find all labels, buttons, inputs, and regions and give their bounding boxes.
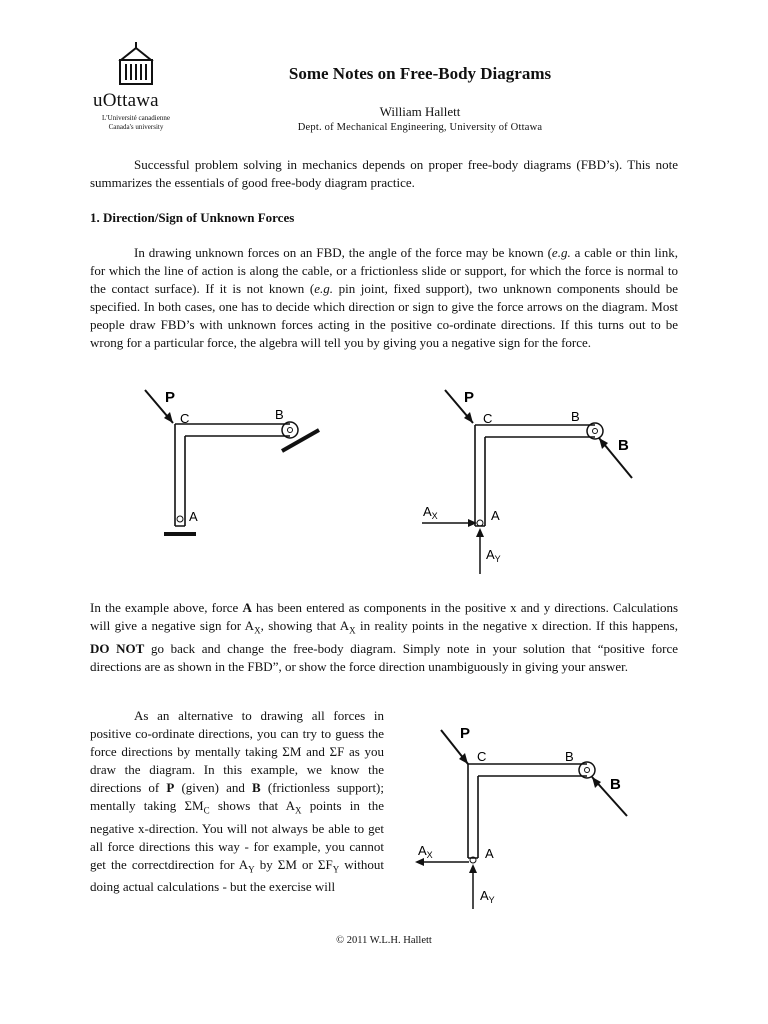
author: William Hallett [379, 104, 461, 119]
label-p: P [464, 389, 475, 406]
label-b-force: B [618, 437, 629, 454]
logo-subtitle: L'Université canadienne Canada's university [102, 114, 170, 131]
label-ax: $A_X$ [423, 504, 438, 521]
label-b: B [565, 749, 574, 764]
fbd-figure-3 [405, 716, 645, 916]
bent-member [468, 764, 587, 858]
building-icon [96, 40, 176, 90]
label-ay: $A_Y$ [486, 547, 501, 564]
label-b: B [275, 407, 284, 422]
paragraph-alternative: As an alternative to drawing all forces in positive co-ordinate directions, you can try to guess the force directions by mentally taking ΣM and ΣF as you draw the diagram. In this example, we know the directions of P (given) and B (frictionless support); mentally taking $\Sigma M_C$ shows that $A_X$ points in the negative x-direction. You will not always be able to get all force directions this way - for example, you cannot get the correctdirection for $A_Y$ by ΣM or $\Sigma F_Y$ without doing actual calculations - but the exercise will [90, 708, 385, 895]
paragraph-example: In the example above, force A has been entered as components in the positive x and y directions. Calculations will give a negative sign for $A_X$, showing that $A_X$ in reality points in the negative x direction. If this happens, DO NOT go back and change the free-body diagram. Simply note in your solution that “positive force directions are as shown in the FBD”, or show the force direction unambiguously in giving your answer. [90, 600, 679, 674]
label-c: C [180, 411, 190, 426]
label-p: P [165, 389, 176, 406]
label-b: B [571, 409, 580, 424]
logo-wordmark: uOttawa [93, 90, 159, 111]
label-a: A [485, 846, 494, 861]
section-heading: 1. Direction/Sign of Unknown Forces [90, 210, 295, 225]
label-c: C [483, 411, 493, 426]
label-a: A [491, 508, 500, 523]
paragraph-direction: In drawing unknown forces on an FBD, the angle of the force may be known (e.g. a cable or thin link, for which the line of action is along the cable, or a frictionless slide or support, for which the force is normal to the contact surface). If it is not known (e.g. pin joint, fixed support), two unknown components should be specified. In both cases, one has to decide which direction or sign to give the force arrows on the diagram. Most people draw FBD’s with unknown forces acting in the positive co-ordinate directions. If this turns out to be wrong for a particular force, the algebra will tell you by giving you a negative sign for the force. [90, 245, 679, 350]
copyright-footer: © 2011 W.L.H. Hallett [336, 935, 432, 946]
affiliation: Dept. of Mechanical Engineering, University of Ottawa [297, 122, 543, 133]
fbd-figure-1 [145, 389, 319, 534]
intro-paragraph: Successful problem solving in mechanics depends on proper free-body diagrams (FBD’s). This note summarizes the essentials of good free-body diagram practice. [90, 157, 678, 190]
page-title: Some Notes on Free-Body Diagrams [288, 64, 552, 83]
pin-a [177, 516, 183, 522]
support-surface [282, 430, 319, 451]
label-ax: $A_X$ [418, 843, 433, 860]
pin-a [477, 520, 483, 526]
label-c: C [477, 749, 487, 764]
label-ay: $A_Y$ [480, 888, 495, 905]
label-p: P [460, 725, 471, 742]
label-a: A [189, 509, 198, 524]
label-b-force: B [610, 776, 621, 793]
fbd-figure-2 [422, 389, 632, 574]
fbd-figures-top [100, 378, 680, 578]
